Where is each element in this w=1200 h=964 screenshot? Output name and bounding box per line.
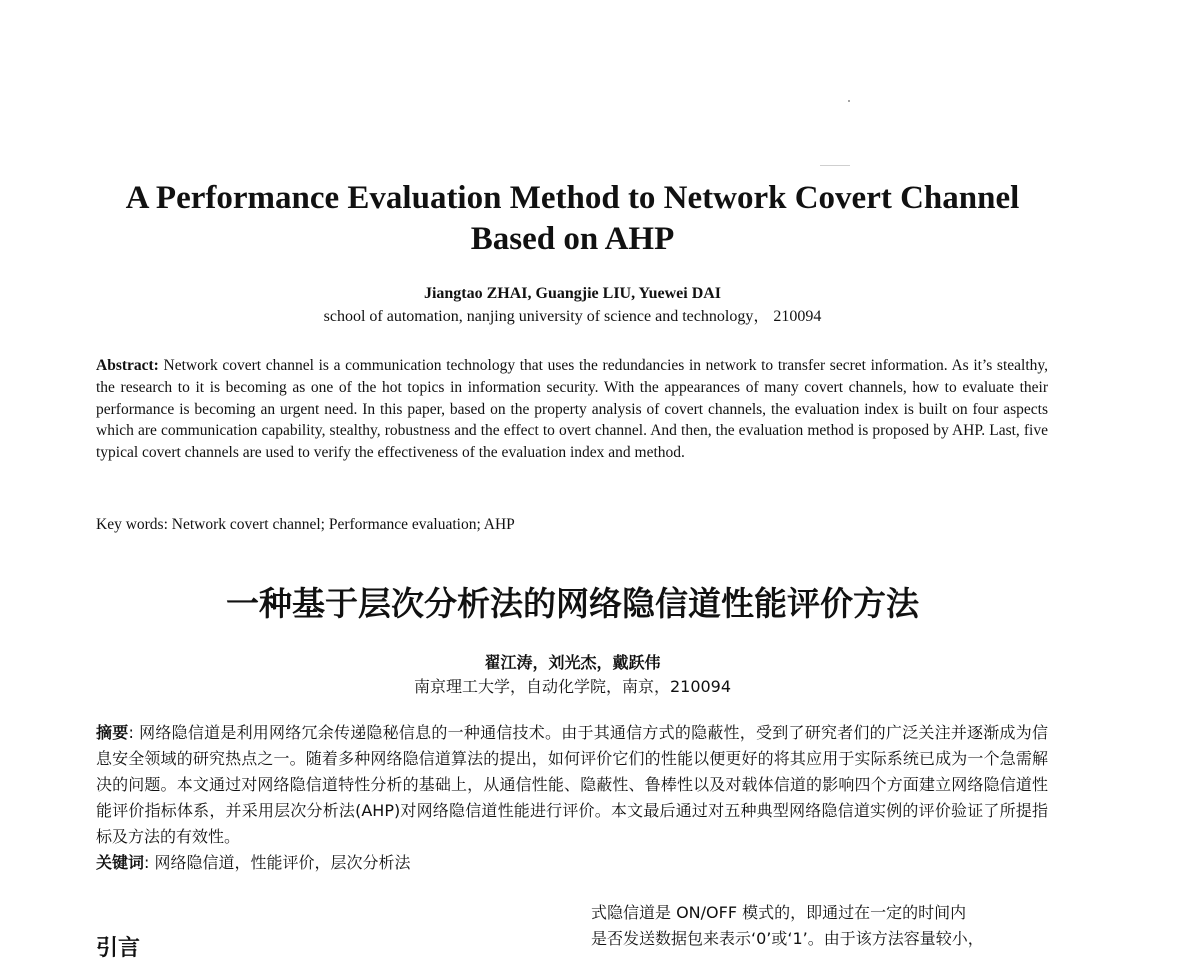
authors-zh: 翟江涛，刘光杰，戴跃伟 — [484, 653, 661, 672]
abstract-en — [96, 355, 1048, 464]
keywords-zh — [96, 852, 576, 874]
authors-en: Jiangtao ZHAI, Guangjie LIU, Yuewei DAI — [423, 285, 722, 302]
body-line: 是否发送数据包来表示‘0’或‘1’。由于该方法容量较小， — [591, 929, 984, 948]
body-line: 式隐信道是 ON/OFF 模式的，即通过在一定的时间内 — [591, 903, 967, 922]
affiliation-zh: 南京理工大学，自动化学院，南京，210094 — [413, 677, 732, 696]
abstract-zh — [96, 720, 1048, 850]
paper-title-zh: 一种基于层次分析法的网络隐信道性能评价方法 — [226, 584, 919, 623]
paper-title-en: A Performance Evaluation Method to Network Covert Channel Based on AHP — [125, 180, 1020, 257]
keywords-zh-text: : 网络隐信道，性能评价，层次分析法 — [144, 853, 411, 872]
keywords-en: Key words: Network covert channel; Performance evaluation; AHP — [96, 516, 515, 533]
keywords-zh-label: 关键词 — [96, 853, 145, 872]
affiliation-en: school of automation, nanjing university of science and technology， 210094 — [323, 308, 822, 325]
abstract-zh-label: 摘要 — [96, 723, 129, 742]
abstract-zh-text: : 网络隐信道是利用网络冗余传递隐秘信息的一种通信技术。由于其通信方式的隐蔽性，受到了研究者们的广泛关注并逐渐成为信息安全领域的研究热点之一。随着多种网络隐信道算法的提出，如何评价它们的性能以便更好的将其应用于实际系统已成为一个急需解决的问题。本文通过对网络隐信道特性分析的基础上，从通信性能、隐蔽性、鲁棒性以及对载体信道的影响四个方面建立网络隐信道性能评价指标体系，并采用层次分析法(AHP)对网络隐信道性能进行评价。本文最后通过对五种典型网络隐信道实例的评价验证了所提指标及方法的有效性。 — [96, 723, 1048, 846]
scan-mark — [820, 165, 850, 166]
section-heading-intro: 引言 — [96, 936, 141, 961]
scan-speck — [848, 100, 850, 102]
body-column-right — [591, 900, 1049, 952]
abstract-en-label: Abstract: — [96, 357, 159, 374]
abstract-en-text: Network covert channel is a communication technology that uses the redundancies in network to transfer secret information. As it’s stealthy, the research to it is becoming as one of the hot topics in information security. With the appearances of many covert channels, how to evaluate their performance is becoming an urgent need. In this paper, based on the property analysis of covert channels, the evaluation index is built on four aspects which are communication capability, stealthy, robustness and the effect to overt channel. And then, the evaluation method is proposed by AHP. Last, five typical covert channels are used to verify the effectiveness of the evaluation index and method. — [96, 357, 1048, 462]
